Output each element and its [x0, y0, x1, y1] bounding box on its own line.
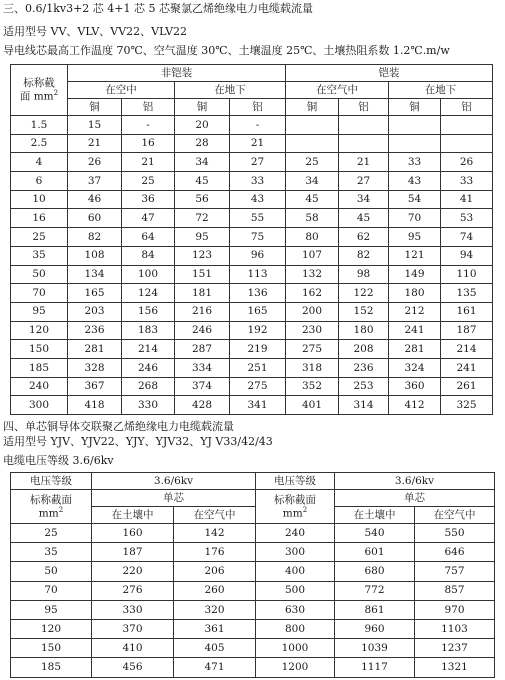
cell-value: 1237 — [415, 639, 495, 658]
table-row — [11, 581, 495, 600]
cell-value: 122 — [339, 284, 389, 303]
cell-value — [339, 116, 389, 135]
cell-section-size: 70 — [11, 581, 92, 600]
cell-value: 82 — [339, 246, 389, 265]
header-nominal-section: 标称截 面 $mm^2$ — [11, 65, 68, 116]
cell-value: 550 — [415, 524, 495, 543]
cell-value: 181 — [175, 284, 230, 303]
cell-section-size: 25 — [11, 228, 68, 247]
cell-value: 123 — [175, 246, 230, 265]
header-single-core: 单芯 — [335, 490, 495, 507]
header-aluminum: 铝 — [122, 99, 175, 116]
cell-value: 680 — [335, 562, 415, 581]
cell-value: 134 — [68, 265, 122, 284]
cell-value: 33 — [230, 172, 286, 191]
cell-value: 152 — [339, 302, 389, 321]
cell-value: 341 — [230, 396, 286, 415]
cell-value: 857 — [415, 581, 495, 600]
cell-section-size: 240 — [11, 377, 68, 396]
cell-value: 314 — [339, 396, 389, 415]
cell-section-size: 35 — [11, 543, 92, 562]
cell-value: 325 — [441, 396, 493, 415]
cell-value: 161 — [441, 302, 493, 321]
cell-value: 1039 — [335, 639, 415, 658]
header-in-air-armored: 在空气中 — [286, 82, 389, 99]
cell-section-size: 50 — [11, 562, 92, 581]
cell-value: 960 — [335, 619, 415, 638]
cell-section-size: 185 — [11, 658, 92, 677]
cell-value: 241 — [441, 358, 493, 377]
cell-value: 84 — [122, 246, 175, 265]
cell-value: 74 — [441, 228, 493, 247]
cell-value: 25 — [122, 172, 175, 191]
cell-section-size: 2.5 — [11, 134, 68, 153]
cell-value: 135 — [441, 284, 493, 303]
cell-value: 646 — [415, 543, 495, 562]
table-row — [11, 543, 495, 562]
cell-value: 318 — [286, 358, 339, 377]
table-row — [11, 340, 493, 359]
cell-section-size: 35 — [11, 246, 68, 265]
cell-value: 260 — [174, 581, 256, 600]
cell-value: 200 — [286, 302, 339, 321]
cell-value: 41 — [441, 190, 493, 209]
table-row — [11, 658, 495, 677]
cell-value: 80 — [286, 228, 339, 247]
cell-value: 412 — [389, 396, 441, 415]
section4-title: 四、单芯铜导体交联聚乙烯绝缘电力电缆载流量 — [3, 420, 234, 433]
cell-value — [339, 134, 389, 153]
cell-value: - — [230, 116, 286, 135]
header-copper: 铜 — [286, 99, 339, 116]
table-row — [11, 562, 495, 581]
cell-value: 360 — [389, 377, 441, 396]
header-voltage-value: 3.6/6kv — [335, 473, 495, 490]
cell-value: 287 — [175, 340, 230, 359]
header-copper: 铜 — [175, 99, 230, 116]
cell-value: - — [122, 116, 175, 135]
cell-value: 56 — [175, 190, 230, 209]
cell-value: 176 — [174, 543, 256, 562]
table-row — [11, 600, 495, 619]
cell-value: 320 — [174, 600, 256, 619]
header-copper: 铜 — [389, 99, 441, 116]
cell-value: 216 — [175, 302, 230, 321]
cell-value: 108 — [68, 246, 122, 265]
header-copper: 铜 — [68, 99, 122, 116]
cell-section-size: 95 — [11, 302, 68, 321]
cell-value: 45 — [339, 209, 389, 228]
cell-section-size: 95 — [11, 600, 92, 619]
cell-section-size: 1.5 — [11, 116, 68, 135]
cell-value: 113 — [230, 265, 286, 284]
cell-value: 418 — [68, 396, 122, 415]
cell-value: 53 — [441, 209, 493, 228]
section3-conditions: 导电线芯最高工作温度 70℃、空气温度 30℃、土壤温度 25℃、土壤热阻系数 1.2℃.m/w — [3, 44, 450, 57]
cell-value: 214 — [441, 340, 493, 359]
table-row — [11, 302, 493, 321]
cell-value: 236 — [339, 358, 389, 377]
table-row — [11, 116, 493, 135]
header-underground: 在地下 — [175, 82, 286, 99]
cell-value: 60 — [68, 209, 122, 228]
cell-value: 33 — [441, 172, 493, 191]
header-aluminum: 铝 — [339, 99, 389, 116]
cell-value: 43 — [230, 190, 286, 209]
cell-value — [441, 134, 493, 153]
cell-value: 1321 — [415, 658, 495, 677]
cell-section-size: 16 — [11, 209, 68, 228]
cell-section-size: 185 — [11, 358, 68, 377]
cell-value: 1200 — [256, 658, 335, 677]
table-body — [11, 524, 495, 678]
table-row — [11, 134, 493, 153]
cell-section-size: 10 — [11, 190, 68, 209]
cell-value: 192 — [230, 321, 286, 340]
table-row — [11, 246, 493, 265]
cell-value: 34 — [286, 172, 339, 191]
cell-value: 400 — [256, 562, 335, 581]
cell-value: 107 — [286, 246, 339, 265]
cell-value: 55 — [230, 209, 286, 228]
header-in-air: 在空气中 — [415, 507, 495, 524]
table-row — [11, 377, 493, 396]
cell-value: 601 — [335, 543, 415, 562]
table-row — [11, 321, 493, 340]
cell-value: 471 — [174, 658, 256, 677]
table-row — [11, 284, 493, 303]
cell-value: 236 — [68, 321, 122, 340]
cell-value: 253 — [339, 377, 389, 396]
table-row — [11, 228, 493, 247]
cell-value: 367 — [68, 377, 122, 396]
cell-value: 15 — [68, 116, 122, 135]
cell-value: 95 — [175, 228, 230, 247]
header-in-air: 在空气中 — [174, 507, 256, 524]
cell-value: 800 — [256, 619, 335, 638]
header-in-soil: 在土壤中 — [92, 507, 174, 524]
table-row — [11, 524, 495, 543]
cell-value: 136 — [230, 284, 286, 303]
cell-value: 246 — [122, 358, 175, 377]
cell-value: 246 — [175, 321, 230, 340]
cell-value: 25 — [286, 153, 339, 172]
cell-value: 64 — [122, 228, 175, 247]
section4-voltage: 电缆电压等级 3.6/6kv — [3, 454, 114, 467]
cell-value: 75 — [230, 228, 286, 247]
header-aluminum: 铝 — [441, 99, 493, 116]
header-nominal-section: 标称截面 $mm^2$ — [256, 490, 335, 524]
cell-value: 212 — [389, 302, 441, 321]
cell-value: 124 — [122, 284, 175, 303]
cell-value: 370 — [92, 619, 174, 638]
cell-value: 970 — [415, 600, 495, 619]
cell-value: 94 — [441, 246, 493, 265]
cell-value: 540 — [335, 524, 415, 543]
cell-value: 203 — [68, 302, 122, 321]
cell-value: 220 — [92, 562, 174, 581]
cell-value: 58 — [286, 209, 339, 228]
cell-value: 34 — [175, 153, 230, 172]
cell-value: 21 — [339, 153, 389, 172]
cell-value: 219 — [230, 340, 286, 359]
cell-section-size: 300 — [11, 396, 68, 415]
cell-value: 330 — [122, 396, 175, 415]
cell-value: 100 — [122, 265, 175, 284]
cell-value: 142 — [174, 524, 256, 543]
header-armored: 铠装 — [286, 65, 493, 82]
cell-value: 21 — [68, 134, 122, 153]
cell-value: 268 — [122, 377, 175, 396]
cell-section-size: 4 — [11, 153, 68, 172]
header-voltage-grade: 电压等级 — [256, 473, 335, 490]
cell-value: 334 — [175, 358, 230, 377]
cell-value: 43 — [389, 172, 441, 191]
table-row — [11, 639, 495, 658]
cell-value: 281 — [389, 340, 441, 359]
cell-value: 54 — [389, 190, 441, 209]
table-row — [11, 396, 493, 415]
table-row — [11, 172, 493, 191]
cell-value: 151 — [175, 265, 230, 284]
cell-value: 230 — [286, 321, 339, 340]
cell-value: 1117 — [335, 658, 415, 677]
cell-value: 401 — [286, 396, 339, 415]
cell-value: 330 — [92, 600, 174, 619]
cell-value: 27 — [230, 153, 286, 172]
header-aluminum: 铝 — [230, 99, 286, 116]
cell-value: 98 — [339, 265, 389, 284]
cell-section-size: 50 — [11, 265, 68, 284]
cell-value — [389, 116, 441, 135]
cell-value: 28 — [175, 134, 230, 153]
cell-value — [286, 116, 339, 135]
cell-value: 96 — [230, 246, 286, 265]
cell-value: 374 — [175, 377, 230, 396]
cell-value: 37 — [68, 172, 122, 191]
cell-value: 27 — [339, 172, 389, 191]
cell-value: 180 — [389, 284, 441, 303]
table-row — [11, 209, 493, 228]
cell-section-size: 150 — [11, 639, 92, 658]
cell-section-size: 120 — [11, 321, 68, 340]
cell-value: 45 — [286, 190, 339, 209]
cell-value: 630 — [256, 600, 335, 619]
cell-value: 276 — [92, 581, 174, 600]
table-row — [11, 190, 493, 209]
cell-value: 1000 — [256, 639, 335, 658]
table-body — [11, 116, 493, 415]
cell-value — [441, 116, 493, 135]
cell-value: 16 — [122, 134, 175, 153]
cell-value: 33 — [389, 153, 441, 172]
cell-value: 757 — [415, 562, 495, 581]
cell-value: 26 — [68, 153, 122, 172]
cell-value — [389, 134, 441, 153]
cell-value: 251 — [230, 358, 286, 377]
cell-value: 187 — [441, 321, 493, 340]
cell-value: 62 — [339, 228, 389, 247]
cell-value: 34 — [339, 190, 389, 209]
cell-value: 410 — [92, 639, 174, 658]
cell-value: 132 — [286, 265, 339, 284]
header-unarmored: 非铠装 — [68, 65, 286, 82]
cell-value: 352 — [286, 377, 339, 396]
cell-section-size: 150 — [11, 340, 68, 359]
cell-value: 328 — [68, 358, 122, 377]
table-row — [11, 153, 493, 172]
cell-value: 45 — [175, 172, 230, 191]
cell-value: 861 — [335, 600, 415, 619]
cell-value: 281 — [68, 340, 122, 359]
cell-value: 324 — [389, 358, 441, 377]
cell-value: 187 — [92, 543, 174, 562]
cell-value: 21 — [230, 134, 286, 153]
cell-value: 275 — [230, 377, 286, 396]
cell-value: 300 — [256, 543, 335, 562]
cell-value: 206 — [174, 562, 256, 581]
header-voltage-grade: 电压等级 — [11, 473, 92, 490]
header-voltage-value: 3.6/6kv — [92, 473, 256, 490]
section4-models: 适用型号 YJV、YJV22、YJY、YJV32、YJ V33/42/43 — [3, 435, 273, 448]
cell-value: 240 — [256, 524, 335, 543]
cell-value: 110 — [441, 265, 493, 284]
cell-value: 456 — [92, 658, 174, 677]
current-capacity-table-xlpe — [10, 472, 495, 678]
cell-value: 183 — [122, 321, 175, 340]
table-row — [11, 619, 495, 638]
cell-value: 160 — [92, 524, 174, 543]
section3-models: 适用型号 VV、VLV、VV22、VLV22 — [3, 25, 188, 38]
cell-value: 162 — [286, 284, 339, 303]
section3-title: 三、0.6/1kv3+2 芯 4+1 芯 5 芯聚氯乙烯绝缘电力电缆载流量 — [3, 2, 313, 15]
cell-value: 275 — [286, 340, 339, 359]
cell-value: 121 — [389, 246, 441, 265]
table-row — [11, 265, 493, 284]
cell-value: 165 — [68, 284, 122, 303]
cell-value: 428 — [175, 396, 230, 415]
cell-value: 772 — [335, 581, 415, 600]
header-in-air: 在空中 — [68, 82, 175, 99]
cell-section-size: 70 — [11, 284, 68, 303]
cell-value: 500 — [256, 581, 335, 600]
header-nominal-section: 标称截面 $mm^2$ — [11, 490, 92, 524]
cell-value: 165 — [230, 302, 286, 321]
current-capacity-table-pvc — [10, 64, 493, 415]
cell-value: 361 — [174, 619, 256, 638]
cell-value: 156 — [122, 302, 175, 321]
cell-value: 1103 — [415, 619, 495, 638]
header-underground-armored: 在地下 — [389, 82, 493, 99]
cell-value: 214 — [122, 340, 175, 359]
cell-value: 241 — [389, 321, 441, 340]
cell-value: 180 — [339, 321, 389, 340]
cell-value: 70 — [389, 209, 441, 228]
header-single-core: 单芯 — [92, 490, 256, 507]
cell-value: 72 — [175, 209, 230, 228]
cell-value: 261 — [441, 377, 493, 396]
cell-value: 36 — [122, 190, 175, 209]
cell-value: 47 — [122, 209, 175, 228]
cell-value: 26 — [441, 153, 493, 172]
cell-value: 149 — [389, 265, 441, 284]
cell-value — [286, 134, 339, 153]
cell-value: 405 — [174, 639, 256, 658]
cell-value: 82 — [68, 228, 122, 247]
cell-value: 95 — [389, 228, 441, 247]
cell-section-size: 6 — [11, 172, 68, 191]
cell-value: 20 — [175, 116, 230, 135]
cell-value: 46 — [68, 190, 122, 209]
cell-value: 208 — [339, 340, 389, 359]
cell-section-size: 25 — [11, 524, 92, 543]
cell-value: 21 — [122, 153, 175, 172]
cell-section-size: 120 — [11, 619, 92, 638]
table-row — [11, 358, 493, 377]
header-in-soil: 在土壤中 — [335, 507, 415, 524]
